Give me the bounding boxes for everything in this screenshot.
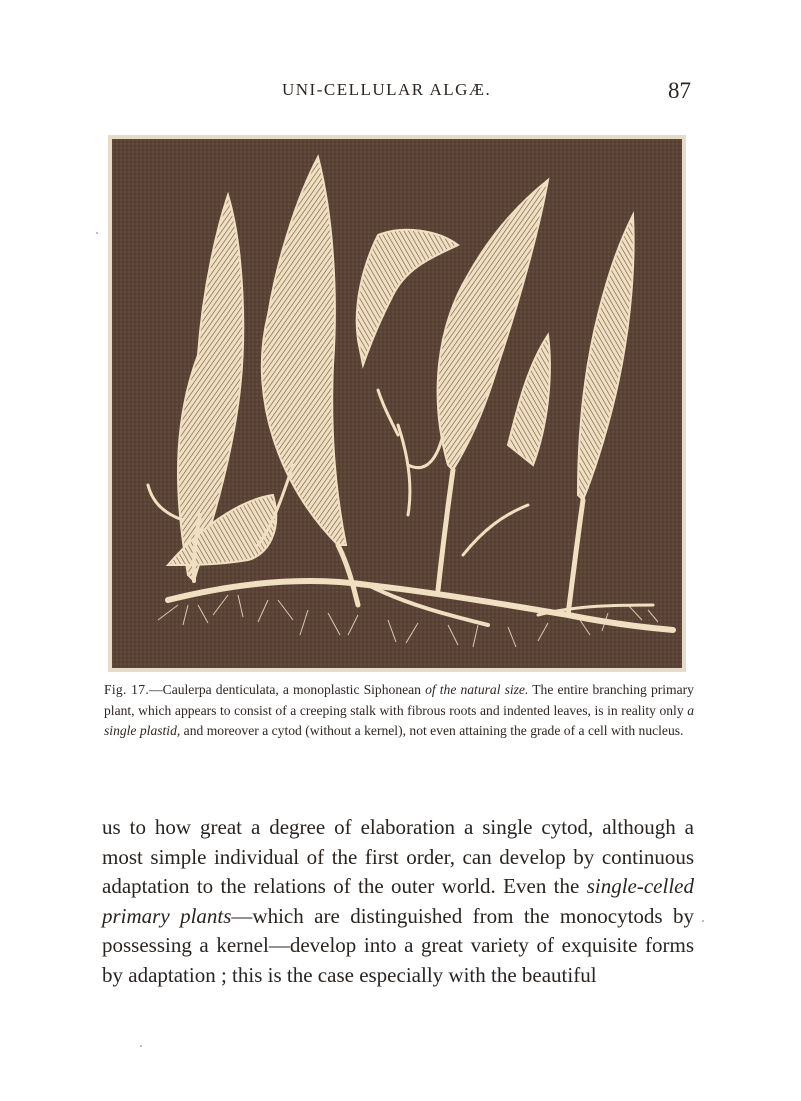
paper-speck bbox=[140, 1045, 142, 1047]
caption-sentence-2: and moreover a cytod (without a kernel), not even attaining the grade of a cell with nucleus. bbox=[180, 723, 684, 738]
caption-single-plastid: a single plastid, bbox=[104, 702, 694, 738]
page-number: 87 bbox=[668, 78, 691, 103]
caption-sentence-1: The entire branching primary plant, which appears to consist of a creeping stalk with fibrous roots and indented leaves, is in reality only bbox=[104, 682, 694, 718]
caption-figure-label: Fig. 17. bbox=[104, 682, 150, 697]
figure-illustration bbox=[108, 135, 686, 672]
caption-species: —Caulerpa denticulata, a monoplastic Siphonean bbox=[149, 682, 426, 697]
running-title: UNI-CELLULAR ALGÆ. bbox=[282, 80, 492, 99]
body-text-part-1: us to how great a degree of elaboration a single cytod, although a most simple individual of the first order, can develop by continuous adaptation to the relations of the outer world. Even the bbox=[102, 815, 694, 899]
paper-speck bbox=[702, 920, 704, 922]
figure-caption bbox=[104, 680, 694, 742]
caulerpa-illustration bbox=[108, 135, 686, 672]
body-paragraph bbox=[102, 813, 694, 991]
page-header bbox=[100, 78, 695, 108]
paper-speck bbox=[96, 232, 98, 234]
caption-natural-size: of the natural size. bbox=[425, 682, 529, 697]
body-text-italic: single-celled primary plants bbox=[102, 874, 694, 928]
body-text-part-2: —which are distinguished from the monocytods by possessing a kernel—develop into a great variety of exquisite forms by adaptation ; this is the case especially with the beautiful bbox=[102, 903, 694, 987]
